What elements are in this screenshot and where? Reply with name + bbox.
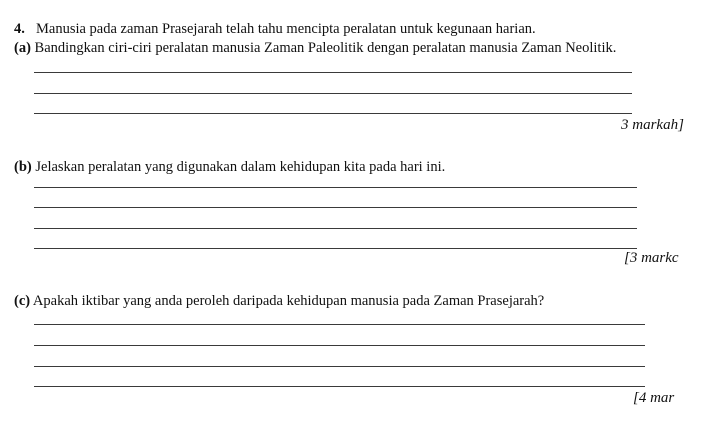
question-stem: Manusia pada zaman Prasejarah telah tahu mencipta peralatan untuk kegunaan harian.: [36, 21, 536, 37]
answer-line[interactable]: [34, 187, 637, 188]
answer-line[interactable]: [34, 228, 637, 229]
part-c-label: (c): [14, 293, 31, 309]
answer-line[interactable]: [34, 207, 637, 208]
part-a-marks: 3 markah]: [621, 117, 684, 133]
answer-line[interactable]: [34, 72, 632, 73]
answer-line[interactable]: [34, 324, 645, 325]
part-b-label: (b): [14, 159, 32, 175]
answer-line[interactable]: [34, 93, 632, 94]
part-a-text: Bandingkan ciri-ciri peralatan manusia Zaman Paleolitik dengan peralatan manusia Zaman Neolitik.: [34, 40, 617, 56]
part-b-text: Jelaskan peralatan yang digunakan dalam kehidupan kita pada hari ini.: [35, 159, 446, 175]
answer-line[interactable]: [34, 345, 645, 346]
part-a-prompt: [14, 40, 616, 57]
part-b-marks: [3 markc: [624, 250, 679, 266]
part-c-prompt: [14, 293, 544, 310]
part-a-label: (a): [14, 40, 31, 56]
answer-line[interactable]: [34, 366, 645, 367]
part-c-text: Apakah iktibar yang anda peroleh daripada kehidupan manusia pada Zaman Prasejarah?: [32, 293, 545, 309]
answer-line[interactable]: [34, 386, 645, 387]
answer-line[interactable]: [34, 248, 637, 249]
question-number: 4.: [14, 21, 25, 37]
part-c-marks: [4 mar: [633, 390, 675, 406]
answer-line[interactable]: [34, 113, 632, 114]
part-b-prompt: [14, 159, 445, 176]
